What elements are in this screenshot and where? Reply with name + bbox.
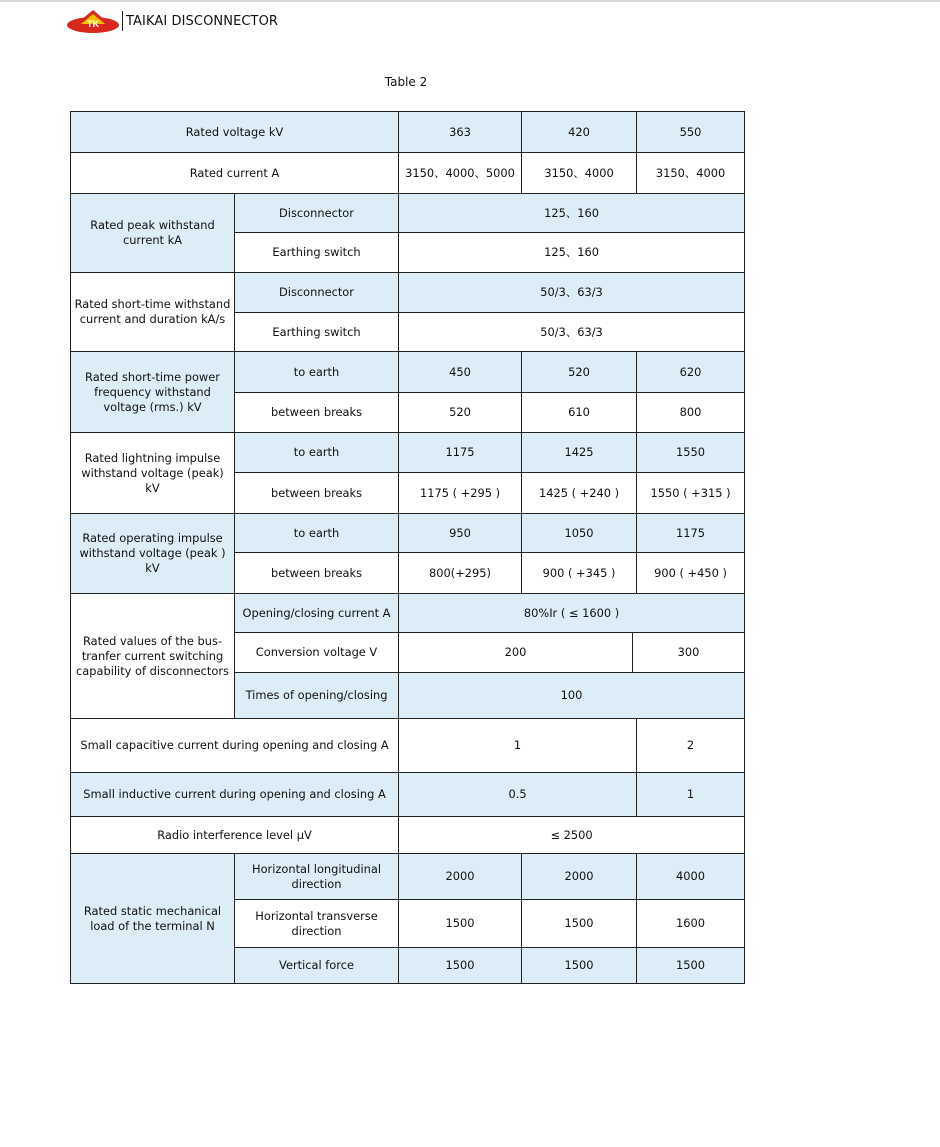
peak-withstand-disconnector: Disconnector <box>235 194 399 233</box>
bus-transfer-opening-closing-current-value: 80%Ir ( ≤ 1600 ) <box>399 594 745 633</box>
inductive-value-550: 1 <box>637 773 745 817</box>
power-freq-between-363: 520 <box>399 393 522 433</box>
static-load-label: Rated static mechanical load of the terminal N <box>71 854 235 984</box>
lightning-between-420: 1425 ( +240 ) <box>522 473 637 514</box>
row-lightning-1 <box>71 433 745 473</box>
row-short-time-1 <box>71 273 745 313</box>
power-freq-label: Rated short-time power frequency withstand voltage (rms.) kV <box>71 352 235 433</box>
short-time-disconnector-value: 50/3、63/3 <box>399 273 745 313</box>
row-capacitive <box>71 719 745 773</box>
capacitive-value-550: 2 <box>637 719 745 773</box>
operating-to-earth-420: 1050 <box>522 514 637 553</box>
top-border-line <box>0 0 940 2</box>
bus-transfer-conversion-voltage-363: 200 <box>399 633 633 673</box>
peak-withstand-label: Rated peak withstand current kA <box>71 194 235 273</box>
row-radio-interference <box>71 817 745 854</box>
lightning-between-550: 1550 ( +315 ) <box>637 473 745 514</box>
capacitive-label: Small capacitive current during opening and closing A <box>71 719 399 773</box>
power-freq-to-earth-420: 520 <box>522 352 637 393</box>
row-rated-current <box>71 153 745 194</box>
lightning-to-earth-550: 1550 <box>637 433 745 473</box>
static-load-vertical: Vertical force <box>235 948 399 984</box>
operating-to-earth-363: 950 <box>399 514 522 553</box>
short-time-earthing: Earthing switch <box>235 313 399 352</box>
row-rated-voltage <box>71 112 745 153</box>
operating-to-earth-550: 1175 <box>637 514 745 553</box>
peak-withstand-disconnector-value: 125、160 <box>399 194 745 233</box>
rated-voltage-550: 550 <box>637 112 745 153</box>
static-load-vertical-420: 1500 <box>522 948 637 984</box>
specification-table <box>70 111 745 984</box>
power-freq-between-420: 610 <box>522 393 637 433</box>
lightning-label: Rated lightning impulse withstand voltage (peak) kV <box>71 433 235 514</box>
radio-interference-value: ≤ 2500 <box>399 817 745 854</box>
lightning-to-earth: to earth <box>235 433 399 473</box>
power-freq-between-550: 800 <box>637 393 745 433</box>
bus-transfer-conversion-voltage-420-550: 300 <box>633 633 745 673</box>
inductive-label: Small inductive current during opening and closing A <box>71 773 399 817</box>
rated-current-420: 3150、4000 <box>522 153 637 194</box>
lightning-between-363: 1175 ( +295 ) <box>399 473 522 514</box>
row-bus-transfer-1 <box>71 594 745 633</box>
bus-transfer-conversion-voltage: Conversion voltage V <box>235 633 399 673</box>
power-freq-to-earth: to earth <box>235 352 399 393</box>
rated-voltage-420: 420 <box>522 112 637 153</box>
operating-between-363: 800(+295) <box>399 553 522 594</box>
static-load-longitudinal-420: 2000 <box>522 854 637 900</box>
operating-between-550: 900 ( +450 ) <box>637 553 745 594</box>
operating-to-earth: to earth <box>235 514 399 553</box>
static-load-transverse-363: 1500 <box>399 900 522 948</box>
static-load-transverse-420: 1500 <box>522 900 637 948</box>
rated-voltage-label: Rated voltage kV <box>71 112 399 153</box>
brand-title: TAIKAI DISCONNECTOR <box>126 13 279 29</box>
bus-transfer-opening-closing-current: Opening/closing current A <box>235 594 399 633</box>
power-freq-to-earth-363: 450 <box>399 352 522 393</box>
static-load-vertical-363: 1500 <box>399 948 522 984</box>
rated-current-label: Rated current A <box>71 153 399 194</box>
row-peak-withstand-1 <box>71 194 745 233</box>
bus-transfer-label: Rated values of the bus-tranfer current switching capability of disconnectors <box>71 594 235 719</box>
capacitive-value-363-420: 1 <box>399 719 637 773</box>
row-power-freq-1 <box>71 352 745 393</box>
short-time-earthing-value: 50/3、63/3 <box>399 313 745 352</box>
static-load-transverse-550: 1600 <box>637 900 745 948</box>
bus-transfer-times-value: 100 <box>399 673 745 719</box>
peak-withstand-earthing-value: 125、160 <box>399 233 745 273</box>
page-header <box>66 7 278 35</box>
lightning-to-earth-363: 1175 <box>399 433 522 473</box>
radio-interference-label: Radio interference level μV <box>71 817 399 854</box>
taikai-logo-icon <box>66 8 120 34</box>
static-load-longitudinal-550: 4000 <box>637 854 745 900</box>
power-freq-between-breaks: between breaks <box>235 393 399 433</box>
bus-transfer-times: Times of opening/closing <box>235 673 399 719</box>
static-load-transverse: Horizontal transverse direction <box>235 900 399 948</box>
peak-withstand-earthing: Earthing switch <box>235 233 399 273</box>
short-time-label: Rated short-time withstand current and duration kA/s <box>71 273 235 352</box>
row-inductive <box>71 773 745 817</box>
static-load-longitudinal: Horizontal longitudinal direction <box>235 854 399 900</box>
operating-label: Rated operating impulse withstand voltage (peak ) kV <box>71 514 235 594</box>
operating-between-breaks: between breaks <box>235 553 399 594</box>
operating-between-420: 900 ( +345 ) <box>522 553 637 594</box>
row-operating-1 <box>71 514 745 553</box>
logo-text: TK <box>87 19 99 29</box>
power-freq-to-earth-550: 620 <box>637 352 745 393</box>
table-caption: Table 2 <box>384 75 428 89</box>
lightning-to-earth-420: 1425 <box>522 433 637 473</box>
row-static-load-1 <box>71 854 745 900</box>
inductive-value-363-420: 0.5 <box>399 773 637 817</box>
header-separator <box>122 11 123 31</box>
rated-current-550: 3150、4000 <box>637 153 745 194</box>
rated-voltage-363: 363 <box>399 112 522 153</box>
static-load-vertical-550: 1500 <box>637 948 745 984</box>
short-time-disconnector: Disconnector <box>235 273 399 313</box>
static-load-longitudinal-363: 2000 <box>399 854 522 900</box>
rated-current-363: 3150、4000、5000 <box>399 153 522 194</box>
lightning-between-breaks: between breaks <box>235 473 399 514</box>
